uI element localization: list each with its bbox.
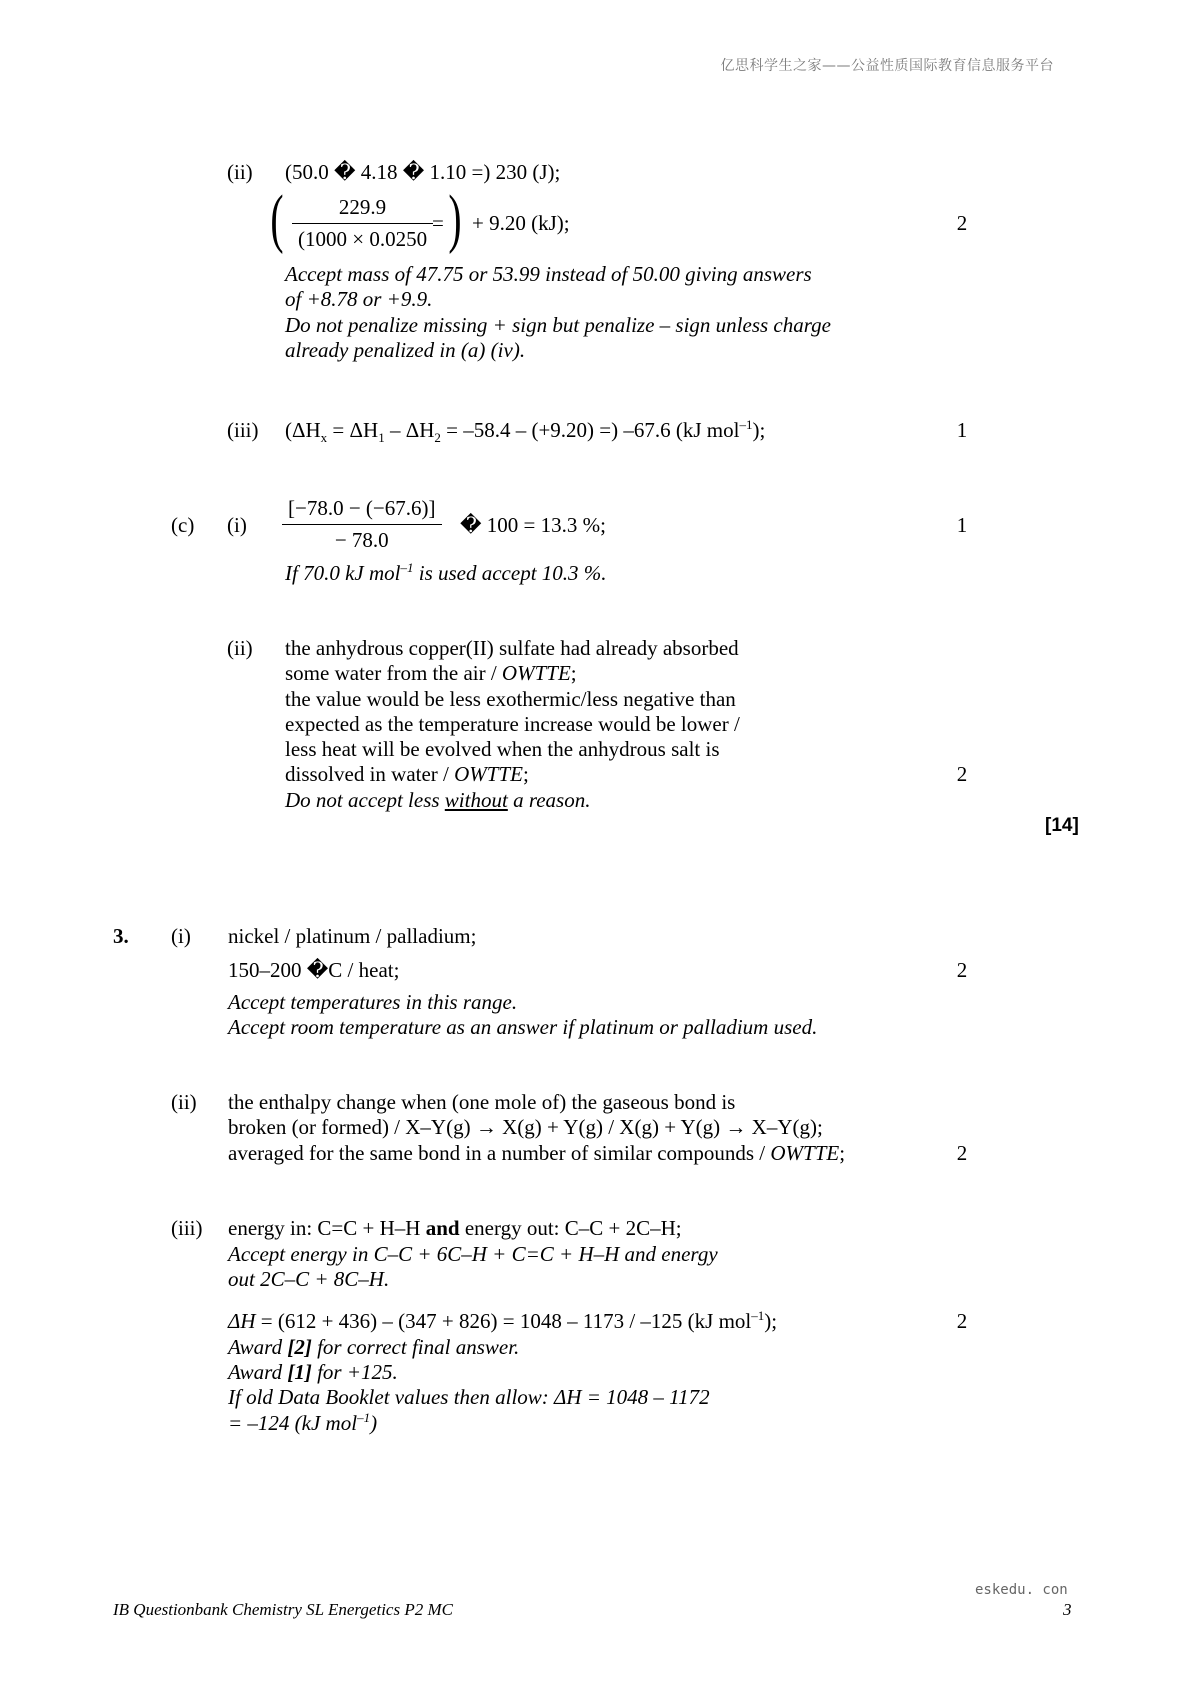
- q2b-iii-mark: 1: [956, 418, 968, 442]
- q2c-i-result: � 100 = 13.3 %;: [460, 513, 606, 537]
- q3-i-note2: Accept room temperature as an answer if platinum or palladium used.: [228, 1015, 818, 1039]
- q2b-ii-result: + 9.20 (kJ);: [472, 211, 570, 235]
- fraction-numerator: 229.9: [338, 195, 387, 219]
- q3-iii-award2: Award [1] for +125.: [228, 1360, 398, 1384]
- q2c-i-label: (i): [227, 513, 247, 537]
- q2b-ii-label: (ii): [227, 160, 253, 184]
- q3-iii-note1: Accept energy in C–C + 6C–H + C=C + H–H and energy: [228, 1242, 718, 1266]
- right-paren: ): [448, 182, 462, 255]
- q3-iii-label: (iii): [171, 1216, 203, 1240]
- q2c-ii-line2: some water from the air / OWTTE;: [285, 661, 577, 685]
- q3-i-label: (i): [171, 924, 191, 948]
- q3-ii-line2: broken (or formed) / X–Y(g) → X(g) + Y(g) / X(g) + Y(g) → X–Y(g);: [228, 1115, 823, 1139]
- q2b-ii-note1: Accept mass of 47.75 or 53.99 instead of 50.00 giving answers: [285, 262, 812, 286]
- q2c-i-mark: 1: [956, 513, 968, 537]
- left-paren: (: [270, 182, 284, 255]
- q3-ii-line1: the enthalpy change when (one mole of) the gaseous bond is: [228, 1090, 736, 1114]
- q2c-ii-note: Do not accept less without a reason.: [285, 788, 591, 812]
- q2b-ii-note3: Do not penalize missing + sign but penalize – sign unless charge: [285, 313, 831, 337]
- q2b-ii-line1: (50.0 � 4.18 � 1.10 =) 230 (J);: [285, 160, 561, 184]
- q2b-iii-equation: ($\Delta H_x = \Delta H_1 - \Delta H_2 = -58.4 - (+9.20)$ =) –67.6 (kJ mol$^{-1}$);: [285, 417, 766, 446]
- q3-iii-award1: Award [2] for correct final answer.: [228, 1335, 520, 1359]
- footer-site: eskedu. con: [975, 1582, 1068, 1598]
- q3-iii-old2: = –124 (kJ mol$^{-1}$): [228, 1410, 378, 1435]
- q3-ii-mark: 2: [956, 1141, 968, 1165]
- footer-title: IB Questionbank Chemistry SL Energetics P2 MC: [113, 1600, 453, 1619]
- q2c-i-fraction: [282, 496, 442, 553]
- q3-i-note1: Accept temperatures in this range.: [228, 990, 518, 1014]
- q3-iii-mark: 2: [956, 1309, 968, 1333]
- question-total: [14]: [1045, 815, 1079, 836]
- fraction-numerator: [−78.0 − (−67.6)]: [288, 496, 436, 520]
- q3-iii-calculation: ΔH = (612 + 436) – (347 + 826) = 1048 – 1173 / –125 (kJ mol$^{-1}$);: [228, 1308, 778, 1333]
- q2c-ii-line6: dissolved in water / OWTTE;: [285, 762, 529, 786]
- q2c-ii-line3: the value would be less exothermic/less negative than: [285, 687, 736, 711]
- q2c-ii-label: (ii): [227, 636, 253, 660]
- q2b-iii-label: (iii): [227, 418, 259, 442]
- q3-ii-label: (ii): [171, 1090, 197, 1114]
- q2b-ii-mark: 2: [956, 211, 968, 235]
- fraction-bar: [282, 524, 442, 525]
- fraction-denominator: − 78.0: [334, 528, 389, 552]
- fraction-denominator: (1000 × 0.0250: [298, 227, 428, 251]
- q3-i-line2: 150–200 �C / heat;: [228, 958, 400, 982]
- q2c-ii-line5: less heat will be evolved when the anhydrous salt is: [285, 737, 720, 761]
- q3-iii-line1: energy in: C=C + H–H and energy out: C–C + 2C–H;: [228, 1216, 682, 1240]
- q3-number: 3.: [113, 924, 129, 948]
- q3-iii-old1: If old Data Booklet values then allow: ΔH = 1048 – 1172: [228, 1385, 710, 1409]
- q3-ii-line3: averaged for the same bond in a number of similar compounds / OWTTE;: [228, 1141, 846, 1165]
- q2c-ii-mark: 2: [956, 762, 968, 786]
- q2b-ii-note2: of +8.78 or +9.9.: [285, 287, 433, 311]
- q3-iii-note2: out 2C–C + 8C–H.: [228, 1267, 390, 1291]
- q3-i-line1: nickel / platinum / palladium;: [228, 924, 477, 948]
- q2b-ii-fraction: [292, 195, 433, 252]
- q3-i-mark: 2: [956, 958, 968, 982]
- q2c-ii-line1: the anhydrous copper(II) sulfate had already absorbed: [285, 636, 739, 660]
- q2c-i-note: If 70.0 kJ mol$^{-1}$ is used accept 10.3 %.: [285, 560, 607, 585]
- q2c-ii-line4: expected as the temperature increase would be lower /: [285, 712, 740, 736]
- q2c-part-label: (c): [171, 513, 195, 537]
- page-number: 3: [1063, 1600, 1072, 1619]
- q2b-ii-note4: already penalized in (a) (iv).: [285, 338, 526, 362]
- fraction-bar: [292, 223, 433, 224]
- fraction-equals: =: [432, 211, 444, 235]
- header-site-text: 亿思科学生之家——公益性质国际教育信息服务平台: [720, 58, 1054, 74]
